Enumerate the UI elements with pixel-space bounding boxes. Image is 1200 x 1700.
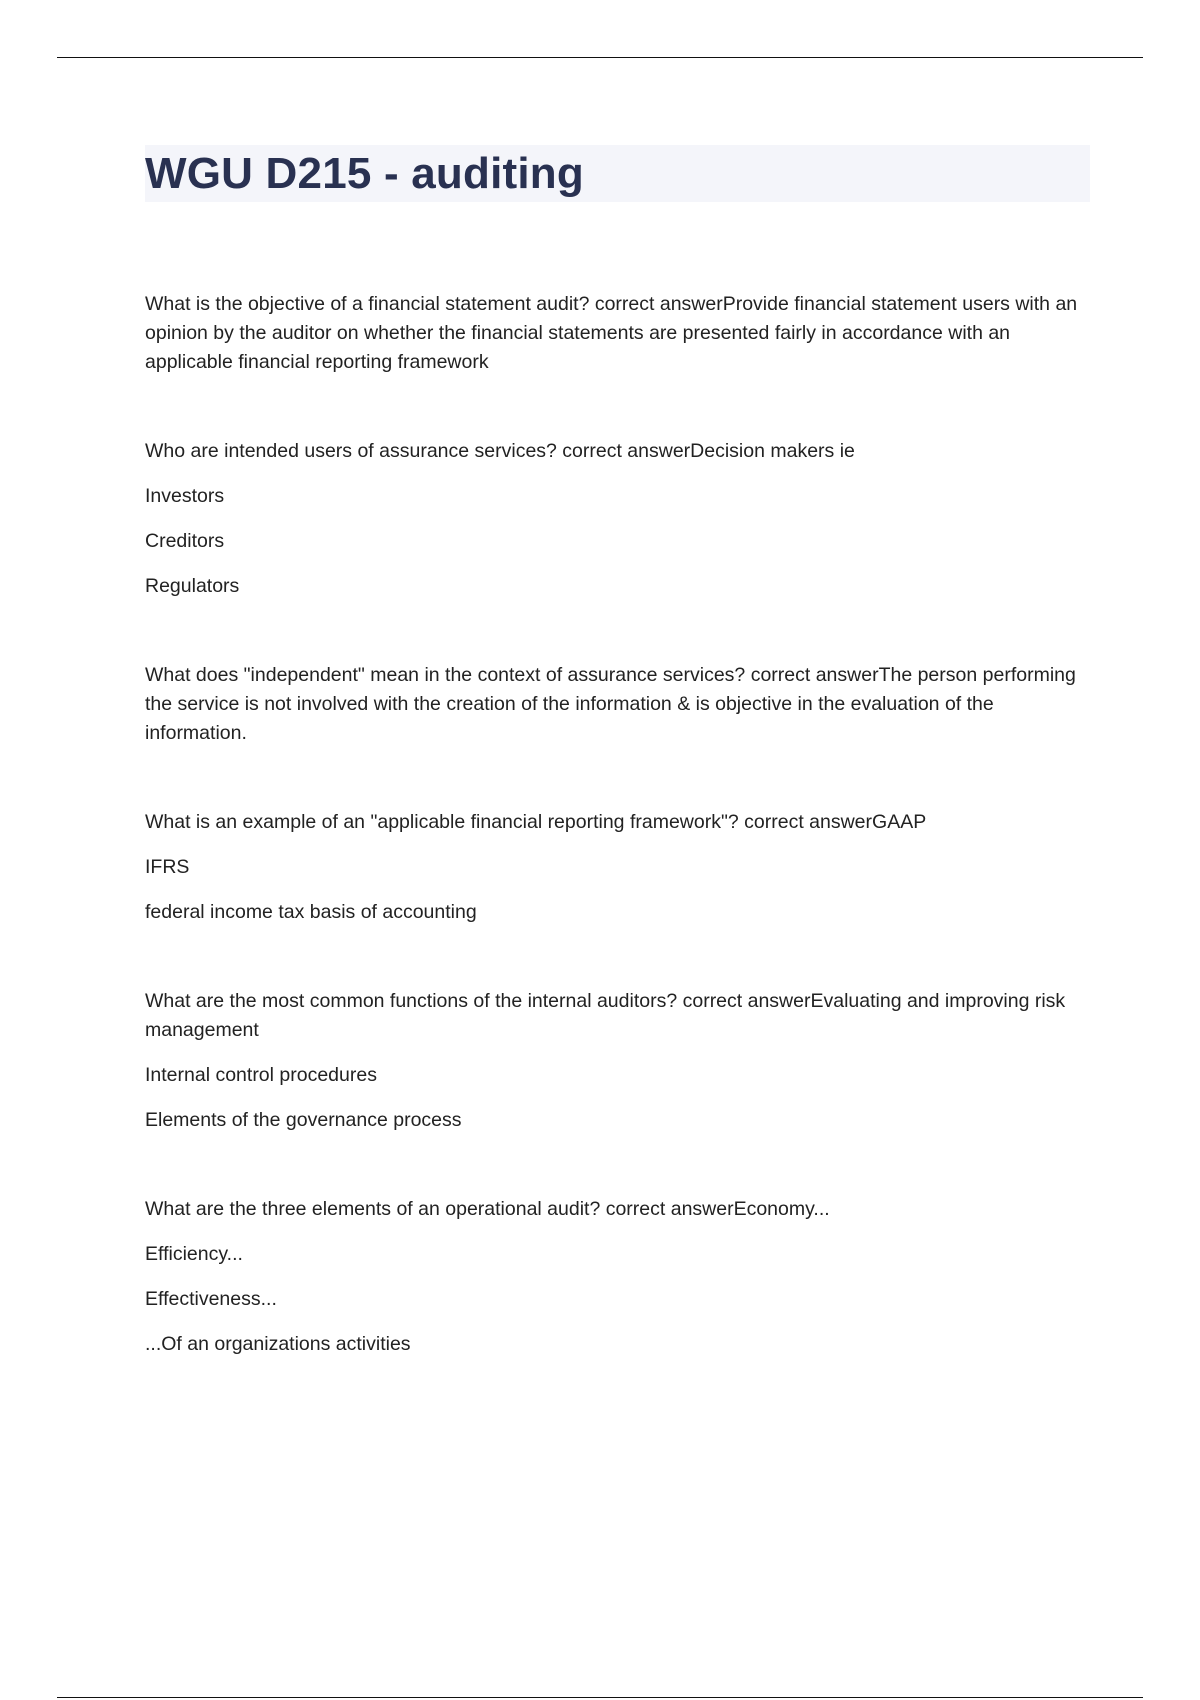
qa-answer-line: ...Of an organizations activities bbox=[145, 1333, 411, 1355]
qa-question: What are the most common functions of the internal auditors? correct answerEvaluating and improving risk management bbox=[145, 990, 1066, 1041]
qa-question: What does "independent" mean in the context of assurance services? correct answerThe person performing the service is not involved with the creation of the information & is objective in the evaluation of the information. bbox=[145, 664, 1076, 744]
qa-block-1 bbox=[145, 290, 1090, 377]
qa-block-6 bbox=[145, 1195, 1090, 1359]
qa-answer-line: federal income tax basis of accounting bbox=[145, 901, 477, 923]
qa-block-5 bbox=[145, 987, 1090, 1135]
qa-question: What is an example of an "applicable financial reporting framework"? correct answerGAAP bbox=[145, 811, 927, 833]
qa-question: What is the objective of a financial statement audit? correct answerProvide financial statement users with an opinion by the auditor on whether the financial statements are presented fairly in accordance with an applicable financial reporting framework bbox=[145, 293, 1078, 373]
document-title: WGU D215 - auditing bbox=[145, 148, 584, 198]
qa-answer-line: IFRS bbox=[145, 856, 190, 878]
qa-question: Who are intended users of assurance services? correct answerDecision makers ie bbox=[145, 440, 855, 462]
qa-answer-line: Regulators bbox=[145, 575, 240, 597]
qa-answer-line: Efficiency... bbox=[145, 1243, 243, 1265]
qa-answer-line: Internal control procedures bbox=[145, 1064, 377, 1086]
qa-answer-line: Effectiveness... bbox=[145, 1288, 277, 1310]
qa-block-3 bbox=[145, 661, 1090, 748]
bottom-divider bbox=[57, 1697, 1143, 1698]
qa-block-4 bbox=[145, 808, 1090, 927]
qa-question: What are the three elements of an operational audit? correct answerEconomy... bbox=[145, 1198, 830, 1220]
qa-answer-line: Investors bbox=[145, 485, 225, 507]
title-banner bbox=[145, 145, 1090, 202]
qa-answer-line: Elements of the governance process bbox=[145, 1109, 462, 1131]
top-divider bbox=[57, 57, 1143, 58]
qa-block-2 bbox=[145, 437, 1090, 601]
document-body bbox=[145, 145, 1090, 1359]
qa-answer-line: Creditors bbox=[145, 530, 225, 552]
